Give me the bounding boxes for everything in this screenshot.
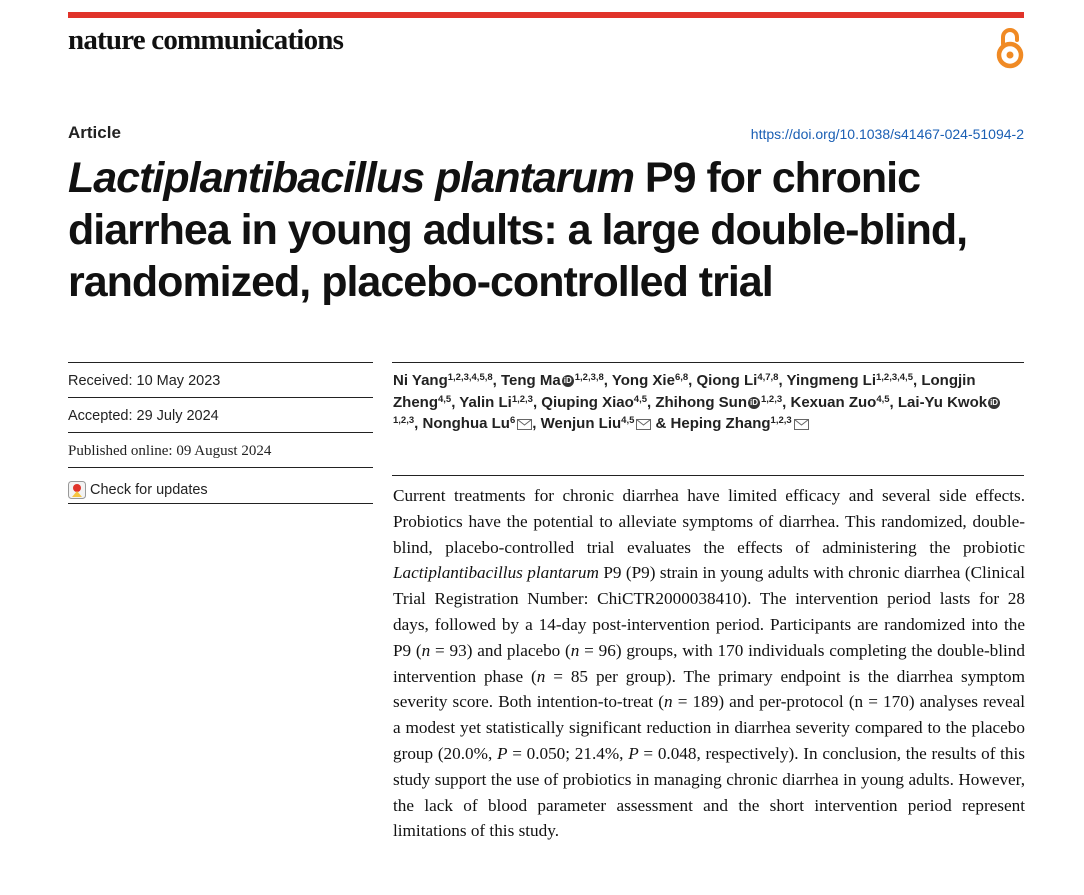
abstract-text: = 0.050; 21.4%, (507, 743, 629, 763)
author-name: Yong Xie (611, 372, 675, 389)
author-affiliation: 4,7,8 (757, 372, 779, 383)
abstract-text: Current treatments for chronic diarrhea have limited efficacy and several side effects. Probiotics have the potential to alleviate symptoms of diarrhea. This randomized, double-blind, placebo-controlled trial evaluates the effects of administering the probiotic (393, 486, 1025, 557)
abstract-text: = 96) groups, with 170 individuals completing the double-blind intervention phase ( (393, 640, 1025, 686)
author-affiliation: 1,2,3 (761, 393, 783, 405)
abstract-italic-text: P (496, 743, 508, 763)
author-item[interactable] (612, 372, 688, 389)
author-item[interactable] (655, 394, 782, 411)
orcid-icon[interactable]: iD (750, 397, 758, 407)
author-item[interactable] (541, 394, 647, 411)
author-affiliation: 1,2,3,4,5 (876, 372, 913, 383)
article-dates (68, 362, 373, 504)
author-name: Lai-Yu Kwok (897, 393, 988, 411)
open-access-lock-icon (995, 26, 1025, 70)
orcid-icon[interactable]: iD (563, 376, 572, 386)
author-affiliation: 1,2,3 (770, 415, 792, 426)
author-affiliation: 1,2,3,4,5,8 (447, 372, 493, 383)
received-date: Received: 10 May 2023 (68, 362, 373, 397)
orcid-icon[interactable]: iD (990, 397, 999, 407)
author-separator: , (782, 393, 791, 411)
author-separator: , (889, 393, 898, 411)
author-separator: , (532, 393, 542, 411)
abstract-text: = 93) and placebo ( (430, 640, 571, 660)
author-item[interactable] (697, 372, 779, 389)
author-affiliation: 6,8 (674, 372, 689, 383)
author-separator: , (492, 372, 501, 389)
author-separator: & (651, 415, 671, 432)
author-name: Nonghua Lu (422, 415, 510, 432)
authors-divider (392, 362, 1024, 363)
author-item[interactable] (459, 394, 533, 411)
abstract-text: = 189) and per-protocol (n = 170) analyses reveal a modest yet statistically significant reduction in diarrhea severity compared to the placebo group (20.0%, (393, 692, 1025, 763)
email-icon[interactable] (517, 419, 532, 430)
author-separator: , (688, 372, 697, 389)
published-date: Published online: 09 August 2024 (68, 432, 373, 467)
author-affiliation: 4,5 (876, 393, 890, 405)
abstract-italic-text: n (570, 640, 580, 660)
abstract-italic-text: P (628, 743, 639, 763)
author-item[interactable] (541, 415, 652, 432)
author-list (393, 370, 1025, 435)
author-item[interactable] (422, 415, 532, 432)
author-name: Zhihong Sun (655, 393, 747, 411)
author-item[interactable] (501, 372, 604, 389)
journal-accent-bar (68, 12, 1024, 18)
check-updates-label: Check for updates (90, 481, 208, 498)
abstract-italic-text: Lactiplantibacillus plantarum (393, 563, 599, 583)
check-updates-icon (68, 481, 86, 499)
author-separator: , (603, 372, 612, 389)
author-name: Heping Zhang (670, 415, 771, 432)
author-separator: , (778, 372, 787, 389)
abstract-italic-text: n (664, 692, 673, 712)
author-separator: , (532, 415, 541, 432)
author-affiliation: 4,5 (438, 393, 452, 405)
author-affiliation: 4,5 (621, 415, 635, 426)
author-separator: , (647, 393, 656, 411)
author-item[interactable] (790, 394, 889, 411)
author-name: Longjin Zheng (393, 372, 976, 411)
abstract (393, 483, 1025, 844)
author-name: Wenjun Liu (540, 415, 622, 432)
author-affiliation: 6 (509, 415, 516, 426)
author-affiliation: 1,2,3 (511, 393, 533, 405)
author-name: Qiong Li (696, 372, 758, 389)
author-affiliation: 1,2,3,8 (574, 372, 604, 383)
author-name: Yingmeng Li (786, 372, 876, 389)
author-name: Qiuping Xiao (541, 393, 634, 411)
abstract-italic-text: n (421, 640, 431, 660)
doi-link[interactable]: https://doi.org/10.1038/s41467-024-51094-2 (750, 126, 1024, 142)
author-item[interactable] (393, 372, 493, 389)
email-icon[interactable] (794, 419, 809, 430)
accepted-date: Accepted: 29 July 2024 (68, 397, 373, 432)
abstract-text: = 85 per group). The primary endpoint is the diarrhea symptom severity score. Both intention-to-treat ( (393, 666, 1025, 712)
author-separator: , (451, 393, 460, 411)
abstract-italic-text: n (536, 666, 546, 686)
author-affiliation: 4,5 (633, 393, 648, 405)
author-separator: , (912, 372, 922, 389)
abstract-divider (392, 475, 1024, 476)
author-name: Yalin Li (459, 393, 512, 411)
author-name: Teng Ma (501, 372, 561, 389)
author-item[interactable] (671, 415, 809, 432)
check-for-updates-button[interactable] (68, 467, 373, 504)
article-type: Article (68, 123, 121, 142)
author-name: Kexuan Zuo (790, 393, 877, 411)
journal-name[interactable]: nature communications (68, 24, 344, 56)
article-title (68, 152, 1033, 308)
abstract-text: = 0.048, respectively). In conclusion, the results of this study support the use of probiotics in managing chronic diarrhea in young adults. However, the lack of blood parameter assessment and the short intervention period represent limitations of this study. (393, 743, 1025, 841)
email-icon[interactable] (636, 419, 651, 430)
author-separator: , (414, 415, 423, 432)
author-name: Ni Yang (393, 372, 448, 389)
abstract-text: P9 (P9) strain in young adults with chronic diarrhea (Clinical Trial Registration Number: ChiCTR2000038410). The intervention period lasts for 28 days, followed by a 14-day post-intervention period. Participants are randomized into the P9 ( (393, 563, 1025, 660)
author-item[interactable] (787, 372, 913, 389)
title-rest: P9 for chronic diarrhea in young adults: a large double-blind, randomized, placebo-controlled trial (68, 154, 968, 306)
title-species: Lactiplantibacillus plantarum (68, 154, 634, 202)
author-affiliation: 1,2,3 (393, 415, 415, 426)
